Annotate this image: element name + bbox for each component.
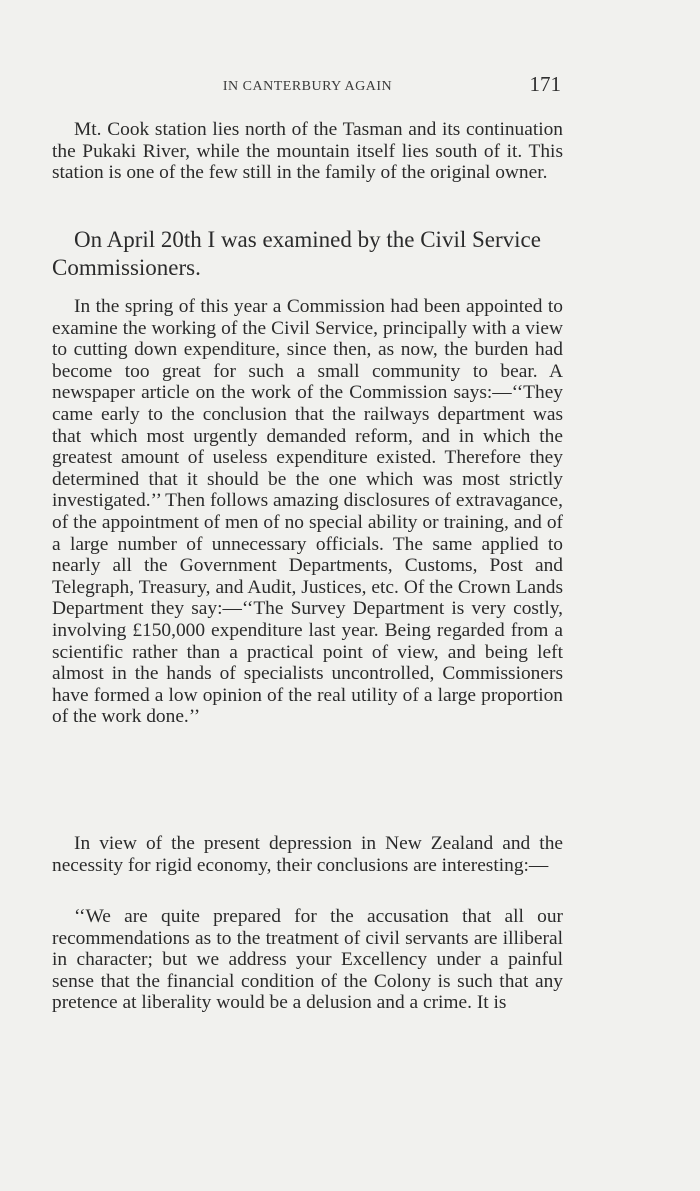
paragraph-commission <box>52 296 563 728</box>
running-head <box>52 72 563 100</box>
paragraph-mt-cook <box>52 119 563 184</box>
paragraph-text: In the spring of this year a Commission had been appointed to examine the working of the Civil Service, principally with a view to cutting down expenditure, since then, as now, the burden had become too great for such a small community to bear. A newspaper article on the work of the Commission says:—‘‘They came early to the conclusion that the railways department was that which most urgently demanded reform, and in which the greatest amount of useless expenditure existed. Therefore they determined that it should be the one which was most strictly investigated.’’ Then follows amazing disclosures of extravagance, of the appointment of men of no special ability or training, and of a large number of unnecessary officials. The same applied to nearly all the Government Departments, Customs, Post and Telegraph, Treasury, and Audit, Justices, etc. Of the Crown Lands Department they say:—‘‘The Survey Department is very costly, involving £150,000 expenditure last year. Being regarded from a scientific rather than a practical point of view, and being left almost in the hands of specialists uncontrolled, Commissioners have formed a low opinion of the real utility of a large proportion of the work done.’’ <box>52 296 563 728</box>
paragraph-text: Mt. Cook station lies north of the Tasman and its continuation the Pukaki River, while the mountain itself lies south of it. This station is one of the few still in the family of the original owner. <box>52 119 563 184</box>
paragraph-text: ‘‘We are quite prepared for the accusation that all our recommendations as to the treatment of civil servants are illiberal in character; but we address your Excellency under a painful sense that the financial condition of the Colony is such that any pretence at liberality would be a delusion and a crime. It is <box>52 906 563 1014</box>
paragraph-depression <box>52 833 563 876</box>
paragraph-text: In view of the present depression in New Zealand and the necessity for rigid economy, their conclusions are interesting:— <box>52 833 563 876</box>
paragraph-text: On April 20th I was examined by the Civil Service Commissioners. <box>52 227 541 280</box>
page-number: 171 <box>529 72 561 96</box>
paragraph-quotation <box>52 906 563 1014</box>
paragraph-civil-service-exam <box>52 226 563 282</box>
running-title: IN CANTERBURY AGAIN <box>222 79 393 94</box>
